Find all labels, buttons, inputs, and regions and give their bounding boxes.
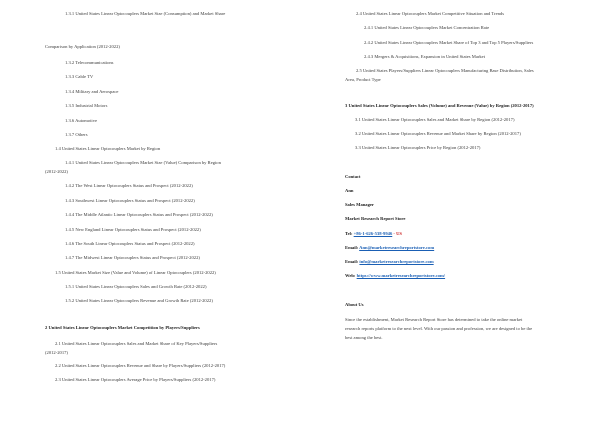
about-paragraph-line: best among the best. <box>345 335 383 340</box>
toc-entry: 3.1 United States Linear Optocouplers Sales and Market Share by Region (2012-2017) <box>355 117 515 122</box>
toc-entry: 1.4 United States Linear Optocouplers Market by Region <box>55 146 161 151</box>
web-label: Web: <box>345 273 357 278</box>
contact-name: Ann <box>345 188 354 193</box>
toc-entry: 3.2 United States Linear Optocouplers Revenue and Market Share by Region (2012-2017) <box>355 131 521 136</box>
email-link-1[interactable]: Ann@marketresearchreportstore.com <box>359 245 435 250</box>
toc-entry: 1.3.5 Industrial Motors <box>65 103 108 108</box>
toc-entry: 2.3 United States Linear Optocouplers Average Price by Players/Suppliers (2012-2017) <box>55 377 216 382</box>
toc-entry: 1.3.2 Telecommunications <box>65 60 114 65</box>
section-heading: 2 United States Linear Optocouplers Market Competition by Players/Suppliers <box>45 325 200 330</box>
about-heading: About Us <box>345 302 364 307</box>
toc-entry: 1.5 United States Market Size (Value and Volume) of Linear Optocouplers (2012-2022) <box>55 270 216 275</box>
phone-label: Tel: <box>345 231 354 236</box>
toc-entry: 1.3.4 Military and Aerospace <box>65 89 119 94</box>
toc-entry: 1.5.1 United States Linear Optocouplers Sales and Growth Rate (2012-2022) <box>65 284 207 289</box>
contact-heading: Contact <box>345 174 361 179</box>
phone-suffix: - US <box>393 231 402 236</box>
contact-role: Sales Manager <box>345 202 374 207</box>
toc-entry: 1.4.1 United States Linear Optocouplers Market Size (Value) Comparison by Region <box>65 160 221 165</box>
toc-entry: 2.4.1 United States Linear Optocouplers Market Concentration Rate <box>364 25 490 30</box>
toc-entry: 1.3.3 Cable TV <box>65 74 94 79</box>
toc-entry: 3.3 United States Linear Optocouplers Price by Region (2012-2017) <box>355 145 481 150</box>
toc-entry: 1.4.6 The South Linear Optocouplers Status and Prospect (2012-2022) <box>65 241 195 246</box>
toc-entry: 1.3.7 Others <box>65 132 88 137</box>
toc-entry: 2.4.3 Mergers & Acquisitions, Expansion in United States Market <box>364 54 485 59</box>
section-heading: 3 United States Linear Optocouplers Sales (Volume) and Revenue (Value) by Region (2012-2017) <box>345 103 534 108</box>
toc-entry: 1.4.2 The West Linear Optocouplers Status and Prospect (2012-2022) <box>65 183 193 188</box>
email-label-1: Email: <box>345 245 360 250</box>
toc-entry: 1.3.6 Automotive <box>65 118 98 123</box>
toc-entry: 1.5.2 United States Linear Optocouplers Revenue and Growth Rate (2012-2022) <box>65 298 213 303</box>
toc-entry: Comparison by Application (2012-2022) <box>45 44 120 49</box>
contact-web-line <box>345 273 445 279</box>
toc-entry: Area, Product Type <box>345 77 381 82</box>
toc-entry: 1.4.3 Southwest Linear Optocouplers Status and Prospect (2012-2022) <box>65 198 195 203</box>
toc-entry: 2.4 United States Linear Optocouplers Market Competitive Situation and Trends <box>356 11 505 16</box>
toc-entry: 2.2 United States Linear Optocouplers Revenue and Share by Players/Suppliers (2012-2017) <box>55 363 226 368</box>
email-link-2[interactable]: info@marketresearchreportstore.com <box>359 259 434 264</box>
toc-entry: 1.4.5 New England Linear Optocouplers Status and Prospect (2012-2022) <box>65 227 201 232</box>
toc-entry: (2012-2017) <box>45 350 68 355</box>
toc-entry: 2.1 United States Linear Optocouplers Sales and Market Share of Key Players/Suppliers <box>55 341 218 346</box>
toc-entry: 1.4.4 The Middle Atlantic Linear Optocouplers Status and Prospect (2012-2022) <box>65 212 213 217</box>
email-label-2: Email: <box>345 259 360 264</box>
contact-email-line-2 <box>345 259 434 265</box>
toc-entry: 2.4.2 United States Linear Optocouplers Market Share of Top 3 and Top 5 Players/Suppliers <box>364 40 534 45</box>
web-link[interactable]: https://www.marketresearchreportstore.com/ <box>356 273 446 278</box>
contact-company: Market Research Report Store <box>345 216 406 221</box>
about-paragraph-line: Since the establishment, Market Research Report Store has determined to take the online market <box>345 317 523 322</box>
about-paragraph-line: research reports platform to the next level. With our passion and profession, we are designed to be the <box>345 326 533 331</box>
toc-entry: 1.3.1 United States Linear Optocouplers Market Size (Consumption) and Market Share <box>65 11 226 16</box>
contact-phone-line <box>345 231 402 237</box>
contact-email-line-1 <box>345 245 434 251</box>
toc-entry: (2012-2022) <box>45 169 68 174</box>
toc-entry: 1.4.7 The Midwest Linear Optocouplers Status and Prospect (2012-2022) <box>65 255 200 260</box>
phone-link[interactable]: +86-1-626-538-9946 <box>353 231 393 236</box>
toc-entry: 2.5 United States Players/Suppliers Linear Optocouplers Manufacturing Base Distribution, Sales <box>356 68 534 73</box>
